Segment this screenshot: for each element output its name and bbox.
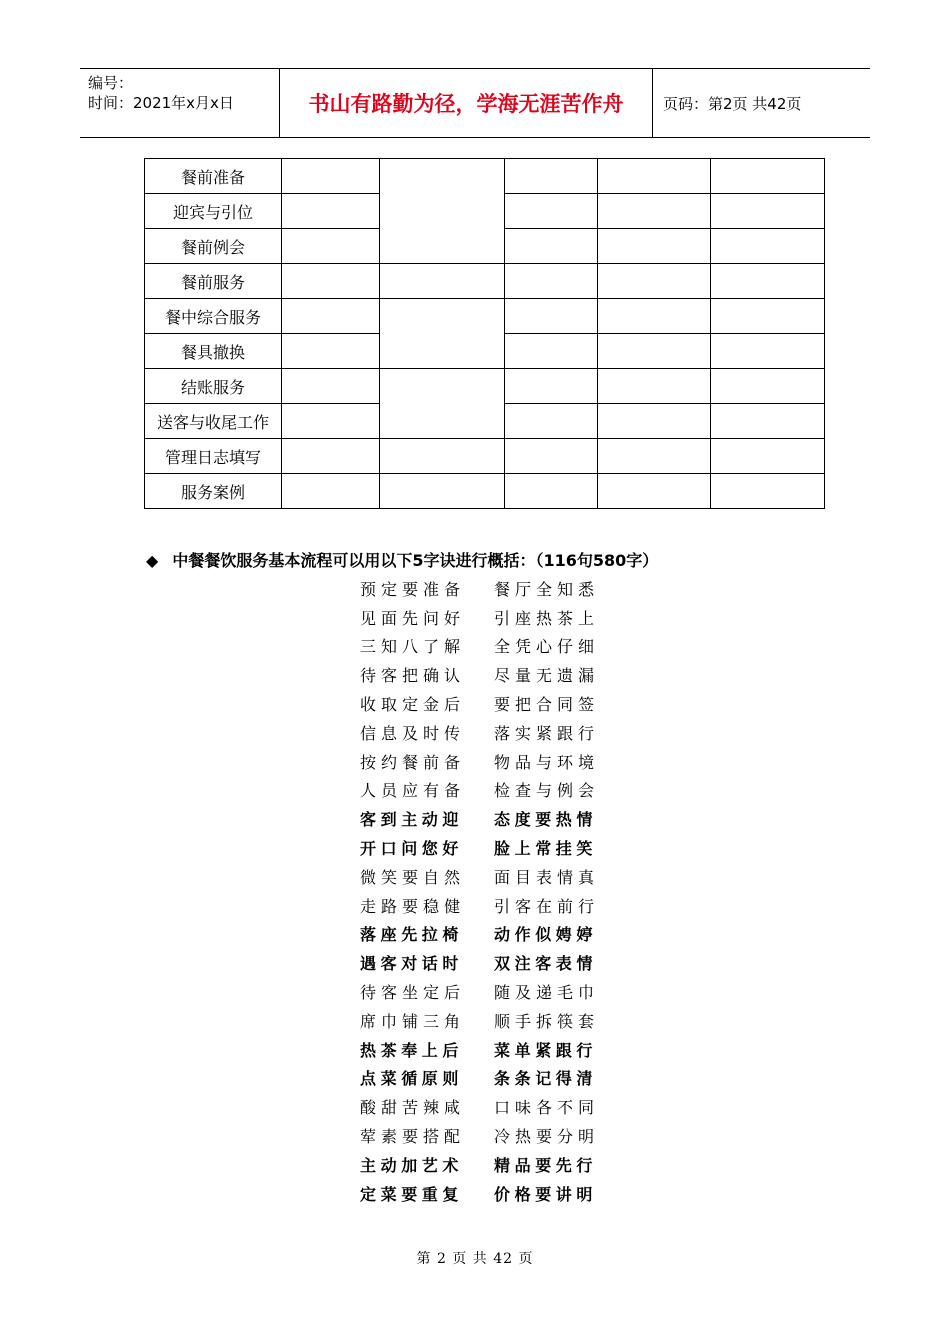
verse-line bbox=[360, 804, 620, 833]
table-row bbox=[145, 439, 825, 474]
table-cell bbox=[598, 439, 711, 474]
verse-line bbox=[360, 1150, 620, 1179]
table-cell bbox=[598, 299, 711, 334]
verse-right: 口味各不同 bbox=[494, 1098, 600, 1118]
table-cell bbox=[711, 474, 825, 509]
verse-right: 物品与环境 bbox=[494, 752, 600, 772]
verse-line bbox=[360, 689, 620, 718]
verse-list bbox=[360, 574, 620, 1208]
verse-left: 三知八了解 bbox=[360, 637, 466, 657]
verse-left: 落座先拉椅 bbox=[360, 925, 464, 945]
verse-left: 遇客对话时 bbox=[360, 954, 464, 974]
table-cell bbox=[598, 404, 711, 439]
verse-line bbox=[360, 603, 620, 632]
header-page-info: 页码：第2页 共42页 bbox=[663, 94, 802, 113]
table-row bbox=[145, 369, 825, 404]
verse-line bbox=[360, 660, 620, 689]
verse-line bbox=[360, 1064, 620, 1093]
verse-left: 客到主动迎 bbox=[360, 810, 464, 830]
table-cell-step: 餐中综合服务 bbox=[145, 299, 282, 334]
page-header bbox=[80, 68, 870, 138]
table-cell-step: 服务案例 bbox=[145, 474, 282, 509]
table-cell bbox=[380, 474, 505, 509]
table-cell bbox=[711, 194, 825, 229]
verse-left: 微笑要自然 bbox=[360, 867, 466, 887]
table-cell-step: 结账服务 bbox=[145, 369, 282, 404]
header-motto: 书山有路勤为径，学海无涯苦作舟 bbox=[280, 69, 653, 137]
table-cell bbox=[711, 264, 825, 299]
process-table bbox=[144, 158, 825, 509]
table-cell bbox=[282, 474, 380, 509]
table-cell bbox=[598, 334, 711, 369]
table-cell bbox=[282, 299, 380, 334]
verse-left: 见面先问好 bbox=[360, 608, 466, 628]
verse-right: 全凭心仔细 bbox=[494, 637, 600, 657]
verse-right: 面目表情真 bbox=[494, 867, 600, 887]
table-cell bbox=[282, 229, 380, 264]
table-cell-step: 送客与收尾工作 bbox=[145, 404, 282, 439]
table-cell bbox=[711, 299, 825, 334]
table-cell bbox=[380, 264, 505, 299]
table-cell bbox=[282, 264, 380, 299]
table-cell bbox=[505, 334, 598, 369]
number-label: 编号： bbox=[88, 74, 134, 92]
section-heading-text: 中餐餐饮服务基本流程可以用以下5字诀进行概括：（116句580字） bbox=[172, 551, 659, 570]
verse-right: 引客在前行 bbox=[494, 896, 600, 916]
table-cell bbox=[598, 194, 711, 229]
page-footer: 第 2 页 共 42 页 bbox=[416, 1251, 534, 1267]
table-cell bbox=[505, 474, 598, 509]
verse-left: 定菜要重复 bbox=[360, 1184, 464, 1204]
table-cell bbox=[505, 264, 598, 299]
verse-line bbox=[360, 862, 620, 891]
verse-left: 待客把确认 bbox=[360, 666, 466, 686]
verse-line bbox=[360, 574, 620, 603]
verse-line bbox=[360, 747, 620, 776]
table-cell bbox=[711, 334, 825, 369]
verse-line bbox=[360, 1035, 620, 1064]
table-cell bbox=[711, 229, 825, 264]
table-cell bbox=[505, 369, 598, 404]
verse-line bbox=[360, 920, 620, 949]
table-cell bbox=[505, 194, 598, 229]
verse-left: 点菜循原则 bbox=[360, 1069, 464, 1089]
verse-right: 条条记得清 bbox=[494, 1069, 598, 1089]
verse-right: 精品要先行 bbox=[494, 1155, 598, 1175]
verse-line bbox=[360, 891, 620, 920]
verse-line bbox=[360, 1092, 620, 1121]
verse-right: 尽量无遗漏 bbox=[494, 666, 600, 686]
table-cell bbox=[711, 369, 825, 404]
table-cell bbox=[598, 264, 711, 299]
verse-line bbox=[360, 632, 620, 661]
verse-line bbox=[360, 977, 620, 1006]
verse-right: 脸上常挂笑 bbox=[494, 839, 598, 859]
table-cell-step: 餐前例会 bbox=[145, 229, 282, 264]
table-cell bbox=[505, 229, 598, 264]
section-heading bbox=[146, 548, 658, 571]
table-cell bbox=[282, 159, 380, 194]
table-cell-step: 迎宾与引位 bbox=[145, 194, 282, 229]
verse-right: 冷热要分明 bbox=[494, 1127, 600, 1147]
verse-right: 落实紧跟行 bbox=[494, 723, 600, 743]
table-cell bbox=[505, 439, 598, 474]
table-cell-step: 餐前准备 bbox=[145, 159, 282, 194]
table-cell bbox=[282, 369, 380, 404]
table-row bbox=[145, 299, 825, 334]
table-row bbox=[145, 264, 825, 299]
table-cell bbox=[711, 439, 825, 474]
verse-left: 按约餐前备 bbox=[360, 752, 466, 772]
verse-right: 菜单紧跟行 bbox=[494, 1040, 598, 1060]
table-cell bbox=[380, 299, 505, 369]
table-cell bbox=[282, 194, 380, 229]
table-cell bbox=[282, 334, 380, 369]
verse-left: 预定要准备 bbox=[360, 579, 466, 599]
table-cell bbox=[282, 439, 380, 474]
table-cell-step: 管理日志填写 bbox=[145, 439, 282, 474]
verse-left: 人员应有备 bbox=[360, 781, 466, 801]
verse-line bbox=[360, 1121, 620, 1150]
table-cell bbox=[711, 159, 825, 194]
verse-line bbox=[360, 718, 620, 747]
table-cell-step: 餐具撤换 bbox=[145, 334, 282, 369]
verse-left: 收取定金后 bbox=[360, 695, 466, 715]
header-meta bbox=[80, 69, 280, 137]
table-cell bbox=[598, 229, 711, 264]
verse-left: 走路要稳健 bbox=[360, 896, 466, 916]
verse-right: 随及递毛巾 bbox=[494, 983, 600, 1003]
verse-left: 热茶奉上后 bbox=[360, 1040, 464, 1060]
table-row bbox=[145, 159, 825, 194]
verse-left: 主动加艺术 bbox=[360, 1155, 464, 1175]
verse-line bbox=[360, 1179, 620, 1208]
table-cell bbox=[505, 404, 598, 439]
table-cell bbox=[282, 404, 380, 439]
verse-right: 动作似娉婷 bbox=[494, 925, 598, 945]
verse-line bbox=[360, 948, 620, 977]
verse-right: 双注客表情 bbox=[494, 954, 598, 974]
verse-left: 开口问您好 bbox=[360, 839, 464, 859]
verse-left: 待客坐定后 bbox=[360, 983, 466, 1003]
verse-right: 顺手拆筷套 bbox=[494, 1011, 600, 1031]
table-cell-step: 餐前服务 bbox=[145, 264, 282, 299]
table-row bbox=[145, 474, 825, 509]
diamond-bullet-icon: ◆ bbox=[146, 551, 159, 570]
verse-left: 酸甜苦辣咸 bbox=[360, 1098, 466, 1118]
verse-right: 要把合同签 bbox=[494, 695, 600, 715]
verse-left: 信息及时传 bbox=[360, 723, 466, 743]
table-cell bbox=[380, 369, 505, 439]
verse-right: 态度要热情 bbox=[494, 810, 598, 830]
table-cell bbox=[598, 159, 711, 194]
table-cell bbox=[598, 369, 711, 404]
table-cell bbox=[380, 159, 505, 264]
table-cell bbox=[380, 439, 505, 474]
time-label: 时间：2021年x月x日 bbox=[88, 94, 234, 112]
verse-right: 价格要讲明 bbox=[494, 1184, 598, 1204]
table-cell bbox=[598, 474, 711, 509]
table-cell bbox=[505, 159, 598, 194]
verse-right: 引座热茶上 bbox=[494, 608, 600, 628]
verse-left: 荤素要搭配 bbox=[360, 1127, 466, 1147]
table-cell bbox=[711, 404, 825, 439]
verse-line bbox=[360, 1006, 620, 1035]
verse-right: 检查与例会 bbox=[494, 781, 600, 801]
verse-line bbox=[360, 833, 620, 862]
verse-left: 席巾铺三角 bbox=[360, 1011, 466, 1031]
table-cell bbox=[505, 299, 598, 334]
verse-right: 餐厅全知悉 bbox=[494, 579, 600, 599]
verse-line bbox=[360, 776, 620, 805]
